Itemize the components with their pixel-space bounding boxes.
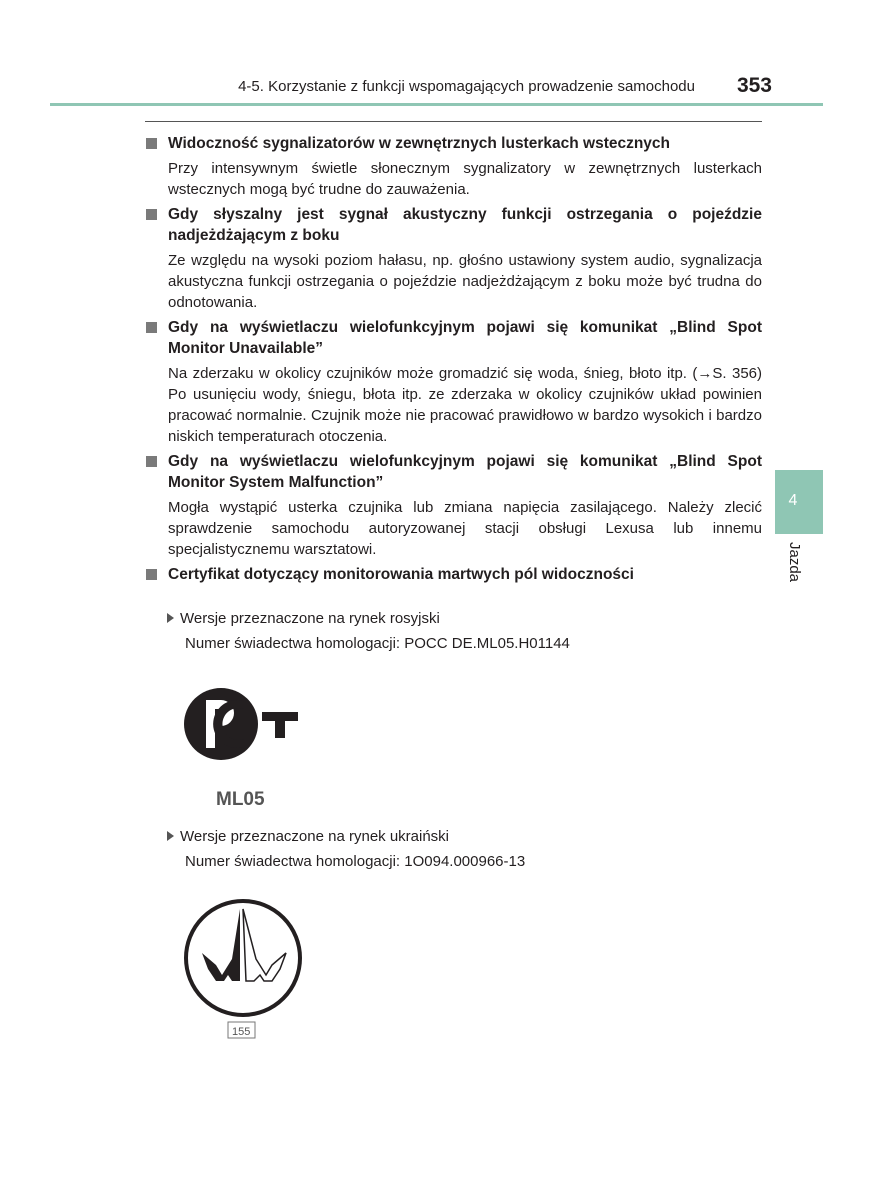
ukrsepro-certification-mark-icon <box>180 895 310 1050</box>
section-heading <box>145 204 762 246</box>
certificate-market-russia <box>167 608 440 629</box>
pct-certification-mark-icon <box>180 683 310 818</box>
section-heading-text: Gdy słyszalny jest sygnał akustyczny funkcji ostrzegania o pojeździe nadjeżdżającym z boku <box>168 206 762 244</box>
header-rule <box>50 103 823 106</box>
square-bullet-icon <box>146 138 157 149</box>
section-body: Na zderzaku w okolicy czujników może gromadzić się woda, śnieg, błoto itp. (→S. 356) Po usunięciu wody, śniegu, błota itp. ze zderzaka w okolicy czujników układ powinien pracować normalnie. Czujnik może nie pracować prawidłowo w bardzo wysokich i bardzo niskich temperaturach otoczenia. <box>168 365 762 445</box>
running-header-title: 4-5. Korzystanie z funkcji wspomagających prowadzenie samochodu <box>238 78 695 95</box>
section-certificate <box>145 564 762 585</box>
page-number: 353 <box>736 74 772 97</box>
certificate-number-russia: Numer świadectwa homologacji: POCC DE.ML05.H01144 <box>185 635 570 652</box>
triangle-bullet-icon <box>167 613 174 623</box>
section-body: Ze względu na wysoki poziom hałasu, np. głośno ustawiony system audio, sygnalizacja akustyczna funkcji ostrzegania o pojeździe nadjeżdżającym z boku może być trudna do odnotowania. <box>168 252 762 311</box>
section-heading <box>145 317 762 359</box>
square-bullet-icon <box>146 569 157 580</box>
section-heading <box>145 451 762 493</box>
certificate-market-text: Wersje przeznaczone na rynek ukraiński <box>180 828 450 845</box>
section-heading <box>145 133 762 154</box>
certificate-market-ukraine <box>167 826 449 847</box>
section-acoustic-signal <box>145 204 762 313</box>
section-body: Mogła wystąpić usterka czujnika lub zmiana napięcia zasilającego. Należy zlecić sprawdzenie samochodu autoryzowanej stacji obsługi Lexusa lub innemu specjalistycznemu warsztatowi. <box>168 499 762 558</box>
section-system-malfunction <box>145 451 762 560</box>
section-heading-text: Gdy na wyświetlaczu wielofunkcyjnym pojawi się komunikat „Blind Spot Monitor Unavailable” <box>168 319 762 357</box>
square-bullet-icon <box>146 456 157 467</box>
chapter-tab-label-text: Jazda <box>786 542 803 583</box>
certificate-market-text: Wersje przeznaczone na rynek rosyjski <box>180 610 440 627</box>
section-mirror-visibility <box>145 133 762 200</box>
square-bullet-icon <box>146 322 157 333</box>
content-column <box>145 133 762 589</box>
triangle-bullet-icon <box>167 831 174 841</box>
square-bullet-icon <box>146 209 157 220</box>
section-heading-text: Widoczność sygnalizatorów w zewnętrznych lusterkach wstecznych <box>168 135 671 152</box>
ukrsepro-logo-caption: 155 <box>232 1026 251 1038</box>
chapter-tab-number: 4 <box>788 492 798 509</box>
chapter-tab-label <box>776 542 810 602</box>
section-heading-text: Certyfikat dotyczący monitorowania martwych pól widoczności <box>168 566 634 583</box>
certificate-number-ukraine: Numer świadectwa homologacji: 1O094.000966-13 <box>185 853 526 870</box>
content-top-rule <box>145 121 762 122</box>
section-heading <box>145 564 762 585</box>
chapter-tab <box>775 470 823 534</box>
section-body: Przy intensywnym świetle słonecznym sygnalizatory w zewnętrznych lusterkach wstecznych mogą być trudne do zauważenia. <box>168 160 762 198</box>
section-heading-text: Gdy na wyświetlaczu wielofunkcyjnym pojawi się komunikat „Blind Spot Monitor System Malfunction” <box>168 453 762 491</box>
section-monitor-unavailable <box>145 317 762 447</box>
pct-logo-caption: ML05 <box>216 789 265 810</box>
